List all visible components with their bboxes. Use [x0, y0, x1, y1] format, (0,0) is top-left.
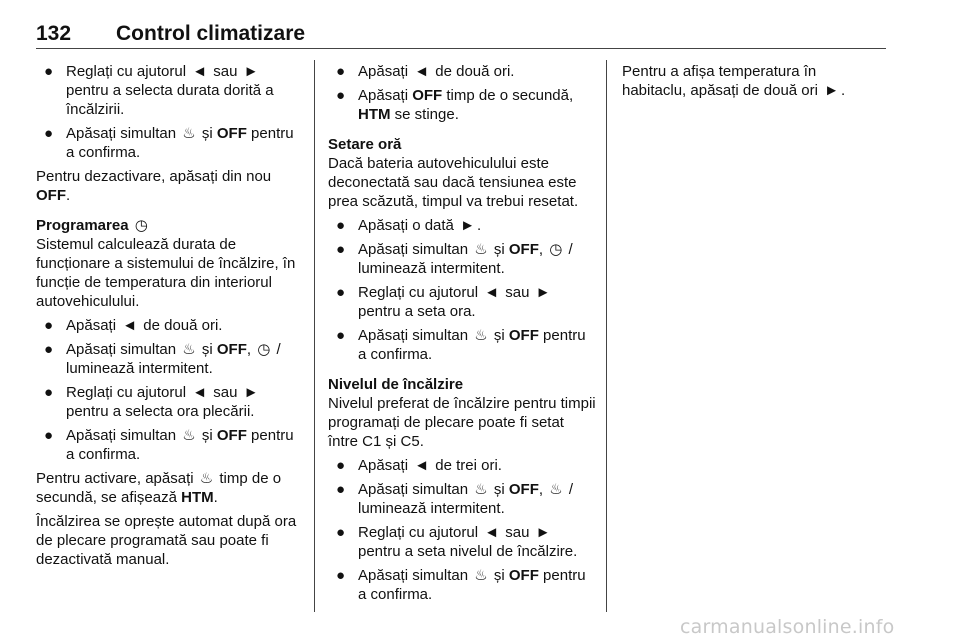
paragraph: Sistemul calculează durata de funcționare a sistemului de încălzire, în funcție de temperatura din interiorul autovehiculului. — [36, 236, 296, 310]
htm-label: HTM — [181, 489, 214, 506]
bullet-icon: ● — [44, 384, 54, 401]
arrow-left-icon: ◄ — [414, 457, 430, 474]
list-item: ● Apăsați simultan ♨ și OFF pentru a confirma. — [336, 327, 586, 363]
arrow-left-icon: ◄ — [414, 63, 430, 80]
paragraph: Pentru a afișa temperatura în habitaclu, apăsați de două ori ► . — [622, 63, 846, 99]
list-item: ● Apăsați o dată ► . — [336, 217, 482, 234]
watermark: carmanualsonline.info — [680, 616, 895, 638]
bullet-icon: ● — [44, 341, 54, 358]
section-heading: Setare oră — [328, 136, 402, 153]
off-label: OFF — [508, 567, 539, 584]
list-item: ● Reglați cu ajutorul ◄ sau ► pentru a selecta durata dorită a încălzirii. — [44, 63, 274, 118]
bullet-icon: ● — [336, 63, 346, 80]
off-label: OFF — [508, 327, 539, 344]
list-item: ● Apăsați OFF timp de o secundă, HTM se stinge. — [336, 87, 574, 123]
paragraph: Pentru dezactivare, apăsați din nou OFF. — [36, 168, 272, 204]
paragraph: Pentru activare, apăsați ♨ timp de o secundă, se afișează HTM. — [36, 470, 282, 506]
paragraph: Nivelul preferat de încălzire pentru timpii programați de plecare poate fi setat între C1 și C5. — [328, 395, 596, 450]
list-item: ● Reglați cu ajutorul ◄ sau ► pentru a selecta ora plecării. — [44, 384, 259, 420]
column-3 — [622, 62, 884, 105]
heat-icon: ♨ — [182, 341, 196, 358]
list-item: ● Apăsați ◄ de trei ori. — [336, 457, 502, 474]
bullet-icon: ● — [336, 87, 346, 104]
list-item: ● Apăsați simultan ♨ și OFF pentru a confirma. — [44, 125, 294, 161]
arrow-left-icon: ◄ — [122, 317, 138, 334]
arrow-right-icon: ► — [824, 82, 840, 99]
list-item: ● Apăsați simultan ♨ și OFF, ◷ / luminează intermitent. — [336, 241, 573, 277]
bullet-icon: ● — [336, 284, 346, 301]
arrow-right-icon: ► — [243, 384, 259, 401]
heat-icon: ♨ — [182, 427, 196, 444]
bullet-icon: ● — [44, 63, 54, 80]
heat-icon: ♨ — [474, 481, 488, 498]
off-label: OFF — [216, 125, 247, 142]
bullet-icon: ● — [336, 457, 346, 474]
heat-icon: ♨ — [182, 125, 196, 142]
arrow-left-icon: ◄ — [192, 63, 208, 80]
bullet-icon: ● — [336, 327, 346, 344]
page-header — [36, 16, 886, 49]
arrow-left-icon: ◄ — [484, 284, 500, 301]
off-label: OFF — [508, 241, 539, 258]
bullet-icon: ● — [336, 481, 346, 498]
heat-icon: ♨ — [549, 481, 563, 498]
htm-label: HTM — [358, 106, 391, 123]
heat-icon: ♨ — [474, 567, 488, 584]
clock-icon: ◷ — [549, 241, 563, 258]
arrow-right-icon: ► — [535, 524, 551, 541]
bullet-icon: ● — [336, 567, 346, 584]
paragraph: Dacă bateria autovehiculului este deconectată sau dacă tensiunea este prea scăzută, timpul va trebui resetat. — [328, 155, 579, 210]
bullet-icon: ● — [44, 427, 54, 444]
off-label: OFF — [216, 341, 247, 358]
bullet-icon: ● — [44, 317, 54, 334]
heat-icon: ♨ — [474, 327, 488, 344]
arrow-left-icon: ◄ — [192, 384, 208, 401]
column-2 — [328, 62, 598, 609]
clock-icon: ◷ — [134, 217, 148, 234]
list-item: ● Apăsați simultan ♨ și OFF pentru a confirma. — [44, 427, 294, 463]
arrow-right-icon: ► — [535, 284, 551, 301]
heat-icon: ♨ — [199, 470, 214, 487]
bullet-icon: ● — [336, 524, 346, 541]
list-item: ● Apăsați ◄ de două ori. — [44, 317, 223, 334]
list-item: ● Reglați cu ajutorul ◄ sau ► pentru a seta nivelul de încălzire. — [336, 524, 578, 560]
heat-icon: ♨ — [474, 241, 488, 258]
arrow-right-icon: ► — [460, 217, 475, 234]
off-label: OFF — [36, 187, 66, 204]
bullet-icon: ● — [336, 217, 346, 234]
off-label: OFF — [216, 427, 247, 444]
paragraph: Încălzirea se oprește automat după ora de plecare programată sau poate fi dezactivată manual. — [36, 513, 297, 568]
list-item: ● Apăsați simultan ♨ și OFF pentru a confirma. — [336, 567, 586, 603]
column-divider — [314, 60, 315, 612]
page-title: Control climatizare — [116, 22, 306, 45]
bullet-icon: ● — [44, 125, 54, 142]
off-label: OFF — [508, 481, 539, 498]
list-item: ● Reglați cu ajutorul ◄ sau ► pentru a seta ora. — [336, 284, 551, 320]
page-number: 132 — [36, 22, 72, 45]
section-heading: Programarea ◷ — [36, 217, 148, 234]
column-divider — [606, 60, 607, 612]
list-item: ● Apăsați simultan ♨ și OFF, ♨ / luminează intermitent. — [336, 481, 574, 517]
column-1 — [36, 62, 304, 574]
arrow-left-icon: ◄ — [484, 524, 500, 541]
list-item: ● Apăsați ◄ de două ori. — [336, 63, 515, 80]
list-item: ● Apăsați simultan ♨ și OFF, ◷ / luminează intermitent. — [44, 341, 281, 377]
clock-icon: ◷ — [257, 341, 271, 358]
arrow-right-icon: ► — [243, 63, 259, 80]
off-label: OFF — [412, 87, 443, 104]
section-heading: Nivelul de încălzire — [328, 376, 464, 393]
bullet-icon: ● — [336, 241, 346, 258]
